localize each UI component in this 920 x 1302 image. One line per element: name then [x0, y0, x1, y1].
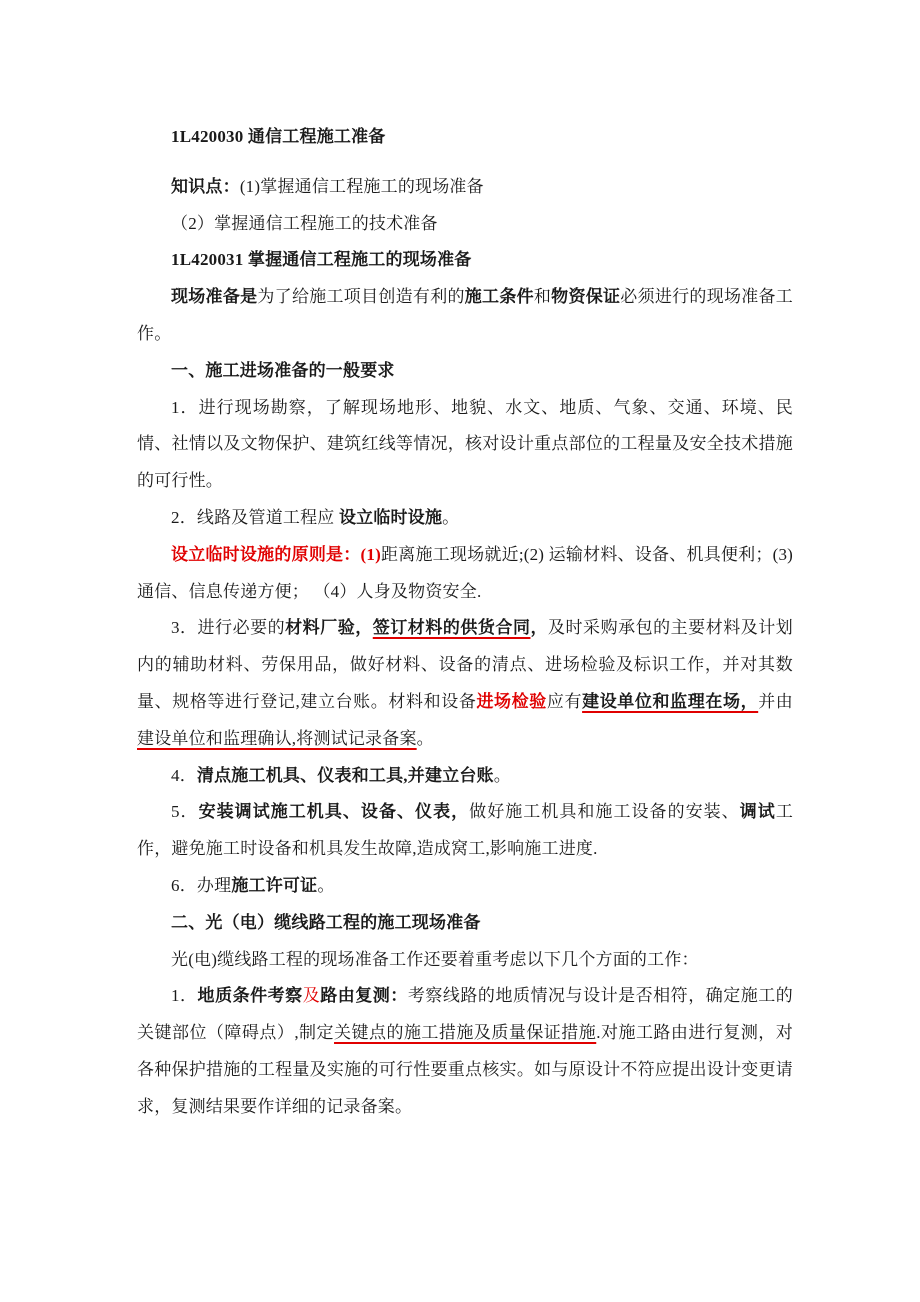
text-run: 应有 — [546, 691, 583, 711]
item-2-temporary-facilities — [137, 500, 793, 537]
text-run: 调试 — [739, 802, 776, 822]
text-run: （2）掌握通信工程施工的技术准备 — [171, 213, 438, 233]
text-run: 。 — [442, 507, 460, 527]
text-run: 6．办理 — [171, 875, 232, 895]
text-run: 距离施工现场就近;(2) 运输材料、设备、机具便利；(3)通信、信息传递方便； （4）人身及物资安全. — [137, 544, 794, 601]
text-run: 5． — [171, 802, 199, 822]
item-3-materials-inspection — [137, 610, 793, 757]
text-run: 考察线路的地质情况与设计是否相符，确定施工的关键部位（障碍点）,制定 — [137, 986, 794, 1043]
text-run: 1L420030 通信工程施工准备 — [171, 127, 386, 146]
text-run: 做好施工机具和施工设备的安装、 — [469, 802, 740, 822]
text-run: 签订材料的供货合同 — [372, 618, 531, 638]
text-run: 2．线路及管道工程应 — [171, 507, 339, 527]
text-run: 安装调试施工机具、设备、仪表， — [198, 802, 470, 822]
document-body — [137, 119, 793, 1126]
text-run: 材料厂验， — [285, 618, 373, 638]
text-run: .对施工路由进行复测，对各种保护措施的工程量及实施的可行性要重点核实。如与原设计不符应提出设计变更请求，复测结果要作详细的记录备案。 — [137, 1023, 793, 1116]
text-run: 二、光（电）缆线路工程的施工现场准备 — [171, 912, 481, 932]
subsection-title — [137, 242, 793, 279]
text-run: 建设单位和监理在场， — [582, 691, 759, 711]
heading-cable-line-preparation — [137, 905, 793, 942]
text-run: 及 — [302, 986, 321, 1006]
text-run: 关键点的施工措施及质量保证措施 — [334, 1023, 597, 1043]
text-run: 施工许可证 — [231, 875, 318, 895]
para-temporary-facility-principles — [137, 537, 793, 611]
text-run: 路由复测： — [320, 986, 408, 1006]
item-6-construction-permit — [137, 868, 793, 905]
item-5-install-debug — [137, 794, 793, 868]
knowledge-points-line-2 — [137, 206, 793, 243]
text-run: 1． — [171, 986, 198, 1006]
text-run: 进场检验 — [476, 691, 547, 711]
heading-general-requirements — [137, 353, 793, 390]
text-run: 及时采购承包的主要材料及计划内的辅助材料、劳保用品，做好材料、设备的清点、进场检验及标识工作，并对其数量、规格等进行登记,建立台账。材料和设备 — [137, 618, 793, 711]
text-run: 并由 — [758, 691, 793, 711]
text-run: 设立临时设施的原则是：(1) — [171, 544, 381, 564]
text-run: 物资保证 — [551, 287, 621, 307]
text-run: ， — [530, 618, 548, 638]
text-run: 地质条件考察 — [197, 986, 303, 1006]
text-run: 。 — [493, 765, 511, 785]
text-run: (1)掌握通信工程施工的现场准备 — [239, 176, 484, 196]
doc-title — [137, 119, 793, 156]
text-run: 建设单位和监理确认,将测试记录备案 — [137, 728, 417, 748]
text-run: 一、施工进场准备的一般要求 — [171, 360, 395, 380]
item-1-site-survey — [137, 390, 793, 500]
text-run: 施工条件 — [464, 287, 534, 307]
para-site-preparation-definition — [137, 279, 793, 353]
text-run: 光(电)缆线路工程的现场准备工作还要着重考虑以下几个方面的工作： — [171, 949, 699, 969]
text-run: 设立临时设施 — [338, 507, 443, 527]
text-run: 1L420031 掌握通信工程施工的现场准备 — [171, 250, 472, 270]
text-run: 4． — [171, 765, 197, 785]
text-run: 3．进行必要的 — [171, 618, 286, 638]
text-run: 知识点： — [171, 176, 240, 196]
para-cable-line-intro — [137, 942, 793, 979]
text-run: 。 — [317, 875, 335, 895]
item-4-tools-inventory — [137, 758, 793, 795]
text-run: 和 — [533, 287, 552, 307]
text-run: 1．进行现场勘察，了解现场地形、地貌、水文、地质、气象、交通、环境、民情、社情以及文物保护、建筑红线等情况，核对设计重点部位的工程量及安全技术措施的可行性。 — [137, 397, 793, 491]
text-run: 现场准备是 — [171, 287, 258, 307]
text-run: 。 — [416, 728, 434, 748]
text-run: 为了给施工项目创造有利的 — [257, 287, 465, 307]
text-run: 清点施工机具、仪表和工具,并建立台账 — [196, 765, 494, 785]
knowledge-points-line-1 — [137, 169, 793, 206]
text-run: 必须进行的现场准备工作。 — [137, 287, 794, 343]
text-run: 工作，避免施工时设备和机具发生故障,造成窝工,影响施工进度. — [137, 802, 794, 859]
item-1-geology-route-survey — [137, 978, 793, 1125]
